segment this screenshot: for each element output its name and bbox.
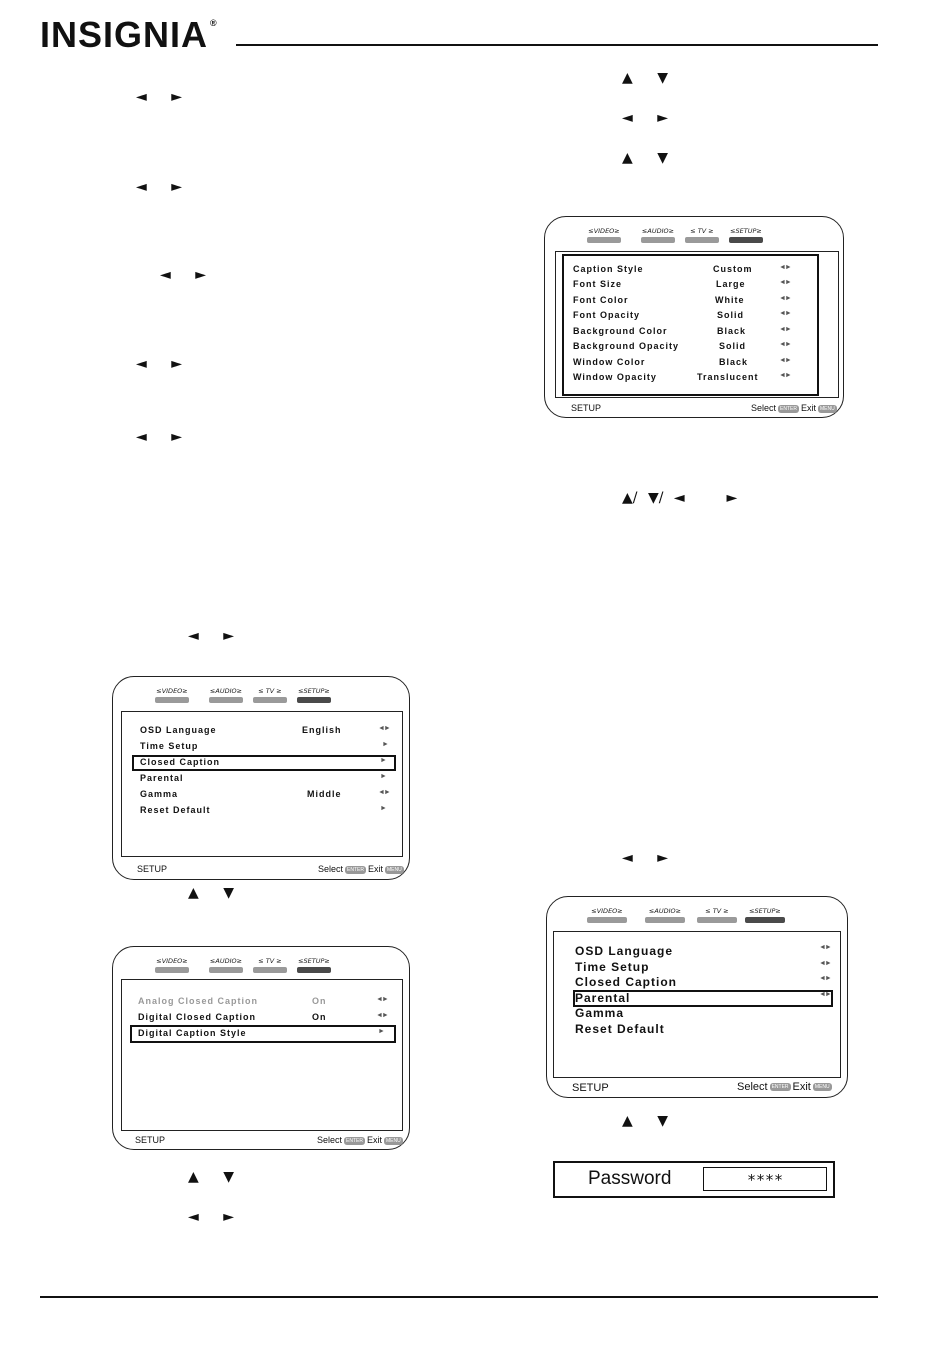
enter-key-icon: ENTER <box>346 1137 363 1144</box>
left-right-icon: ◄► <box>378 789 390 796</box>
menu-item-digital-closed-caption[interactable]: Digital Closed Caption On ◄► <box>138 1012 388 1022</box>
menu-item-parental[interactable]: Parental ► <box>140 773 386 783</box>
left-right-icon: ◄► <box>819 960 831 967</box>
menu-item-font-color[interactable]: Font Color White ◄► <box>573 295 791 305</box>
menu-item-parental[interactable]: Parental ◄► <box>575 991 831 1005</box>
left-right-arrows: ◄ ► <box>136 429 183 445</box>
left-right-arrows: ◄ ► <box>136 179 183 195</box>
tab-setup[interactable]: ≤SETUP≥ <box>729 227 763 243</box>
right-icon: ► <box>380 773 386 780</box>
tab-audio[interactable]: ≤AUDIO≥ <box>209 687 243 703</box>
password-field[interactable]: **** <box>703 1167 827 1191</box>
tab-video[interactable]: ≤VIDEO≥ <box>587 227 621 243</box>
left-right-arrows: ◄ ► <box>188 1209 235 1225</box>
caption-style-screen <box>544 216 844 418</box>
left-right-arrows: ◄ ► <box>622 850 669 866</box>
tab-tv[interactable]: ≤ TV ≥ <box>253 957 287 973</box>
insignia-logo: INSIGNIA ® <box>40 14 218 55</box>
menu-key-icon: MENU <box>385 1137 401 1144</box>
menu-tabs <box>547 907 847 931</box>
four-way-arrows: ▲/ ▼/ ◄ ► <box>622 490 738 506</box>
left-right-icon: ◄► <box>779 310 791 317</box>
menu-tabs <box>113 957 409 981</box>
header-rule <box>236 44 878 46</box>
left-right-icon: ◄► <box>819 944 831 951</box>
menu-item-gamma[interactable]: Gamma Middle ◄► <box>140 789 390 799</box>
right-icon: ► <box>380 805 386 812</box>
tab-video[interactable]: ≤VIDEO≥ <box>155 957 189 973</box>
tab-audio[interactable]: ≤AUDIO≥ <box>209 957 243 973</box>
up-down-arrows: ▲ ▼ <box>188 1169 235 1185</box>
left-right-icon: ◄► <box>779 264 791 271</box>
left-right-arrows: ◄ ► <box>160 267 207 283</box>
menu-item-reset-default[interactable]: Reset Default <box>575 1022 665 1036</box>
menu-key-icon: MENU <box>814 1084 830 1091</box>
menu-item-digital-caption-style[interactable]: Digital Caption Style ► <box>138 1028 384 1038</box>
footer-setup-label: SETUP <box>571 403 602 413</box>
left-right-icon: ◄► <box>376 1012 388 1019</box>
right-icon: ► <box>382 741 388 748</box>
menu-item-background-opacity[interactable]: Background Opacity Solid ◄► <box>573 341 791 351</box>
left-right-icon: ◄► <box>378 725 390 732</box>
up-down-arrows: ▲ ▼ <box>622 70 669 86</box>
menu-item-osd-language[interactable]: OSD Language English ◄► <box>140 725 390 735</box>
menu-item-font-size[interactable]: Font Size Large ◄► <box>573 279 791 289</box>
setup-menu-screen <box>112 676 410 880</box>
footer-hints: Select ENTER Exit MENU <box>317 1135 401 1145</box>
tab-tv[interactable]: ≤ TV ≥ <box>697 907 737 923</box>
menu-item-gamma[interactable]: Gamma <box>575 1006 625 1020</box>
tab-video[interactable]: ≤VIDEO≥ <box>155 687 189 703</box>
left-right-icon: ◄► <box>779 326 791 333</box>
up-down-arrows: ▲ ▼ <box>622 150 669 166</box>
left-right-icon: ◄► <box>779 295 791 302</box>
tab-audio[interactable]: ≤AUDIO≥ <box>641 227 675 243</box>
footer-setup-label: SETUP <box>135 1135 166 1145</box>
tab-setup[interactable]: ≤SETUP≥ <box>745 907 785 923</box>
left-right-icon: ◄► <box>779 341 791 348</box>
menu-item-time-setup[interactable]: Time Setup ► <box>140 741 388 751</box>
tab-tv[interactable]: ≤ TV ≥ <box>253 687 287 703</box>
enter-key-icon: ENTER <box>771 1084 789 1091</box>
menu-item-reset-default[interactable]: Reset Default ► <box>140 805 386 815</box>
left-right-arrows: ◄ ► <box>188 628 235 644</box>
menu-item-time-setup[interactable]: Time Setup ◄► <box>575 960 831 974</box>
menu-item-closed-caption[interactable]: Closed Caption ► <box>140 757 386 767</box>
left-right-icon: ◄► <box>376 996 388 1003</box>
menu-item-closed-caption[interactable]: Closed Caption ◄► <box>575 975 831 989</box>
menu-tabs <box>113 687 409 711</box>
left-right-icon: ◄► <box>779 372 791 379</box>
setup-menu-parental-screen <box>546 896 848 1098</box>
closed-caption-screen <box>112 946 410 1150</box>
left-right-icon: ◄► <box>819 991 831 998</box>
enter-key-icon: ENTER <box>780 405 797 412</box>
menu-item-caption-style[interactable]: Caption Style Custom ◄► <box>573 264 791 274</box>
menu-item-window-color[interactable]: Window Color Black ◄► <box>573 357 791 367</box>
up-down-arrows: ▲ ▼ <box>188 885 235 901</box>
right-icon: ► <box>380 757 386 764</box>
menu-key-icon: MENU <box>386 866 402 873</box>
menu-item-osd-language[interactable]: OSD Language ◄► <box>575 944 831 958</box>
footer-setup-label: SETUP <box>572 1082 609 1094</box>
footer-hints: Select ENTER Exit MENU <box>737 1081 830 1093</box>
left-right-arrows: ◄ ► <box>136 89 183 105</box>
enter-key-icon: ENTER <box>347 866 364 873</box>
left-right-icon: ◄► <box>779 279 791 286</box>
tab-setup[interactable]: ≤SETUP≥ <box>297 687 331 703</box>
tab-tv[interactable]: ≤ TV ≥ <box>685 227 719 243</box>
right-icon: ► <box>378 1028 384 1035</box>
password-label: Password <box>588 1168 672 1189</box>
footer-hints: Select ENTER Exit MENU <box>751 403 835 413</box>
menu-item-background-color[interactable]: Background Color Black ◄► <box>573 326 791 336</box>
menu-tabs <box>545 227 843 251</box>
password-dialog <box>553 1161 835 1198</box>
tab-setup[interactable]: ≤SETUP≥ <box>297 957 331 973</box>
menu-item-analog-closed-caption[interactable]: Analog Closed Caption On ◄► <box>138 996 388 1006</box>
left-right-arrows: ◄ ► <box>136 356 183 372</box>
tab-audio[interactable]: ≤AUDIO≥ <box>645 907 685 923</box>
left-right-icon: ◄► <box>819 975 831 982</box>
tab-video[interactable]: ≤VIDEO≥ <box>587 907 627 923</box>
menu-item-window-opacity[interactable]: Window Opacity Translucent ◄► <box>573 372 791 382</box>
up-down-arrows: ▲ ▼ <box>622 1113 669 1129</box>
footer-rule <box>40 1296 878 1298</box>
menu-key-icon: MENU <box>819 405 835 412</box>
footer-setup-label: SETUP <box>137 864 168 874</box>
left-right-icon: ◄► <box>779 357 791 364</box>
left-right-arrows: ◄ ► <box>622 110 669 126</box>
menu-item-font-opacity[interactable]: Font Opacity Solid ◄► <box>573 310 791 320</box>
footer-hints: Select ENTER Exit MENU <box>318 864 402 874</box>
